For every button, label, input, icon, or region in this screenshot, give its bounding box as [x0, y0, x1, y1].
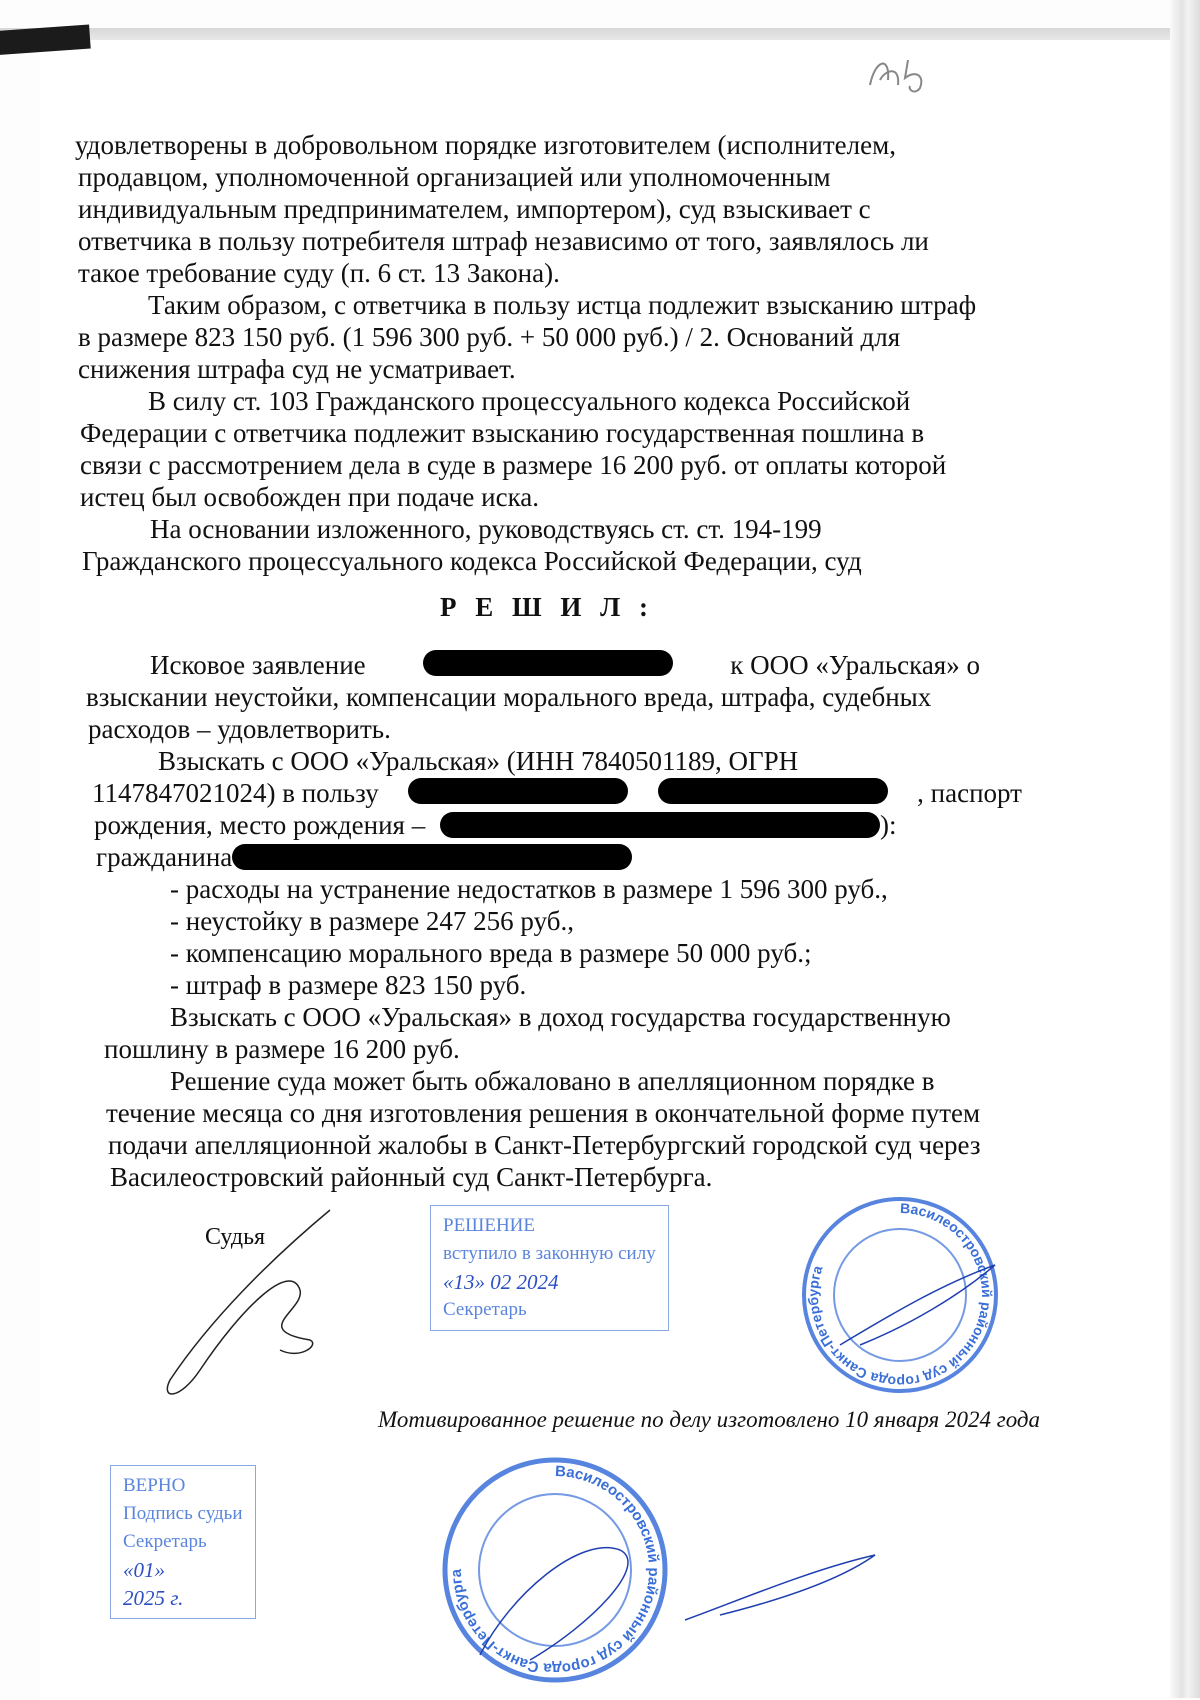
redaction	[232, 844, 632, 870]
secretary-signature	[680, 1540, 880, 1640]
text-line: связи с рассмотрением дела в суде в размере 16 200 руб. от оплаты которой	[80, 450, 947, 480]
text-line: Гражданского процессуального кодекса Российской Федерации, суд	[82, 546, 862, 576]
text-line	[94, 810, 896, 840]
seal-text: Василеостровский районный суд города Санкт-Петербурга	[447, 1462, 663, 1678]
text-line	[96, 842, 632, 872]
text-line: удовлетворены в добровольном порядке изготовителем (исполнителем,	[75, 130, 896, 160]
court-seal-lower	[440, 1455, 670, 1685]
stamp-secretary: Секретарь	[443, 1299, 527, 1320]
text-line	[150, 650, 980, 680]
text: 1147847021024) в пользу	[92, 778, 379, 808]
text: рождения, место рождения –	[94, 810, 426, 840]
text-line: истец был освобожден при подаче иска.	[80, 482, 540, 512]
text-line: снижения штрафа суд не усматривает.	[78, 354, 516, 384]
stamp-date: «13» 02 2024	[443, 1270, 559, 1294]
seal-text: Василеостровский районный суд города Санкт-Петербурга	[804, 1199, 996, 1391]
text-line: продавцом, уполномоченной организацией или уполномоченным	[78, 162, 831, 192]
list-item: - штраф в размере 823 150 руб.	[170, 970, 527, 1000]
text-line: подачи апелляционной жалобы в Санкт-Петербургский городской суд через	[108, 1130, 981, 1160]
text-line: Василеостровский районный суд Санкт-Петербурга.	[110, 1162, 713, 1192]
stamp-signature-label: Подпись судьи	[123, 1503, 243, 1524]
redaction	[658, 778, 888, 804]
text-line: такое требование суду (п. 6 ст. 13 Закона).	[78, 258, 560, 288]
redaction	[408, 778, 628, 804]
motivated-decision-note: Мотивированное решение по делу изготовлено 10 января 2024 года	[378, 1407, 1041, 1432]
text-line: На основании изложенного, руководствуясь ст. ст. 194-199	[150, 514, 822, 544]
court-seal-upper	[800, 1195, 1000, 1395]
text-line: В силу ст. 103 Гражданского процессуального кодекса Российской	[148, 386, 911, 416]
list-item: - расходы на устранение недостатков в размере 1 596 300 руб.,	[170, 874, 888, 904]
text-line: Таким образом, с ответчика в пользу истца подлежит взысканию штраф	[148, 290, 977, 320]
text: ):	[879, 810, 897, 840]
stamp-box-upper	[430, 1205, 669, 1331]
text: гражданина	[96, 842, 233, 872]
text-line: Взыскать с ООО «Уральская» (ИНН 7840501189, ОГРН	[158, 746, 799, 776]
text-line: течение месяца со дня изготовления решения в окончательной форме путем	[106, 1098, 981, 1128]
stamp-secretary: Секретарь	[123, 1531, 207, 1552]
page-stack-edge	[1170, 0, 1200, 1698]
stamp-title: РЕШЕНИЕ	[443, 1215, 535, 1236]
stamp-text: вступило в законную силу	[443, 1243, 656, 1264]
stamp-day: «01»	[123, 1558, 165, 1582]
list-item: - неустойку в размере 247 256 руб.,	[170, 906, 574, 936]
text-line: расходов – удовлетворить.	[88, 714, 391, 744]
text: Исковое заявление	[150, 650, 366, 680]
text: , паспорт	[917, 778, 1022, 808]
judge-signature	[150, 1200, 350, 1400]
list-item: - компенсацию морального вреда в размере 50 000 руб.;	[170, 938, 812, 968]
text-line: Решение суда может быть обжаловано в апелляционном порядке в	[170, 1066, 935, 1096]
text-line: Федерации с ответчика подлежит взысканию государственная пошлина в	[80, 418, 925, 448]
text-line: в размере 823 150 руб. (1 596 300 руб. + 50 000 руб.) / 2. Оснований для	[78, 322, 901, 352]
text-line: пошлину в размере 16 200 руб.	[104, 1034, 460, 1064]
text-line: индивидуальным предпринимателем, импортером), суд взыскивает с	[78, 194, 871, 224]
judge-label: Судья	[205, 1224, 266, 1250]
handwritten-page-number	[860, 40, 940, 100]
redaction	[423, 650, 673, 676]
decision-heading: Р Е Ш И Л :	[440, 592, 655, 622]
text-line: Взыскать с ООО «Уральская» в доход государства государственную	[170, 1002, 951, 1032]
text-line	[92, 778, 1022, 808]
text-line: взыскании неустойки, компенсации морального вреда, штрафа, судебных	[86, 682, 932, 712]
stamp-title: ВЕРНО	[123, 1475, 186, 1496]
stamp-box-lower	[110, 1465, 256, 1619]
text: к ООО «Уральская» о	[730, 650, 980, 680]
redaction	[440, 812, 880, 838]
text-line: ответчика в пользу потребителя штраф независимо от того, заявлялось ли	[78, 226, 929, 256]
stamp-year: 2025 г.	[123, 1586, 184, 1610]
